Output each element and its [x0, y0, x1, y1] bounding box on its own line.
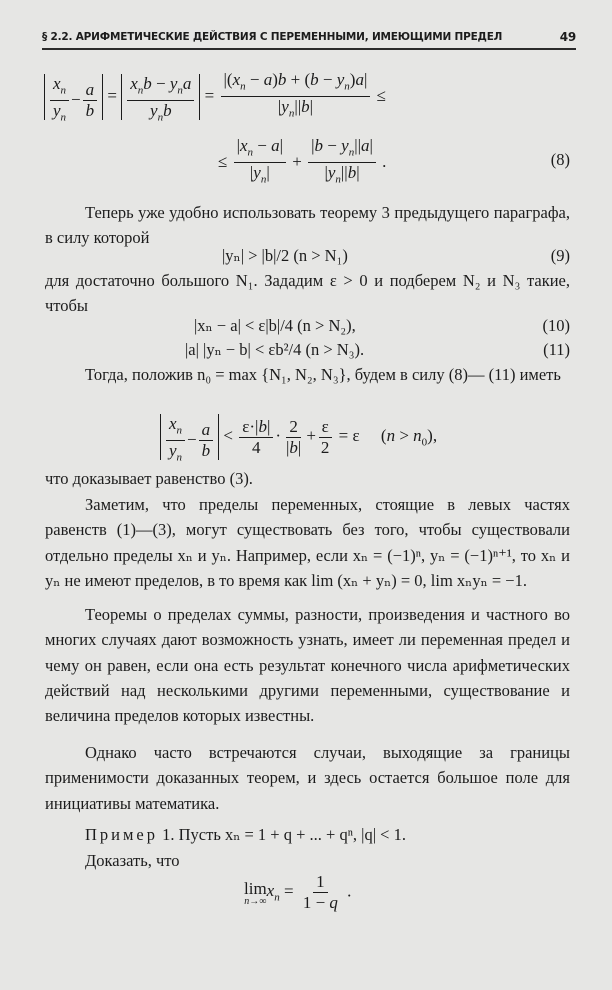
- paragraph-6: Теоремы о пределах суммы, разности, произведения и частного во многих случаях дают возможность узнать, имеет ли переменная предел и чему он равен, если она есть результат конечного числа арифметических действий над несколькими другими переменными, существование и величина пределов которых известны.: [45, 605, 570, 726]
- limit-formula: lim n→∞ $x_n$ = $\frac{1}{1 - q}$ .: [244, 872, 352, 912]
- paragraph-4: что доказывает равенство (3).: [45, 469, 253, 488]
- equation-11: |a| |yₙ − b| < εb²/4 (n > N₃).: [185, 340, 365, 359]
- paragraph-1: Теперь уже удобно использовать теорему 3 предыдущего параграфа, в силу которой: [45, 203, 570, 248]
- paragraph-3: Тогда, положив n₀ = max {N₁, N₂, N₃}, будем в силу (8)— (11) иметь: [85, 365, 561, 384]
- equation-8-line2: ≤ $\frac{|x_n - a|}{|y_n|}$ + $\frac{|b - y_n||a|}{|y_n||b|}$ .: [218, 136, 387, 186]
- display-estimate: $\frac{x_n}{y_n}$ − $\frac{a}{b}$ < $\frac{\varepsilon\cdot|b|}{4}$ · $\frac{2}{|b|}$ + $\frac{\varepsilon}{2}$ = ε $(n > n_0)$,: [160, 414, 437, 460]
- equation-9-label: (9): [550, 246, 570, 265]
- equation-10: |xₙ − a| < ε|b|/4 (n > N₂),: [194, 316, 356, 335]
- equation-11-label: (11): [543, 340, 570, 359]
- equation-8-label: (8): [550, 150, 570, 169]
- equation-9: |yₙ| > |b|/2 (n > N₁): [222, 246, 348, 265]
- example-text: 1. Пусть xₙ = 1 + q + ... + qⁿ, |q| < 1.: [162, 825, 406, 844]
- paragraph-7: Однако часто встречаются случаи, выходящие за границы применимости доказанных теорем, и здесь остается большое поле для инициативы математика.: [45, 743, 570, 813]
- equation-8-line1: $\frac{x_n}{y_n}$ − $\frac{a}{b}$ = $\frac{x_nb - y_na}{y_nb}$ = $\frac{|(x_n - a)b + (b - y_n)a|}{|y_n||b|}$ ≤: [44, 70, 386, 124]
- running-header: [42, 24, 576, 50]
- example-1: [45, 822, 570, 847]
- example-lead: Пример: [85, 825, 159, 844]
- header-title: § 2.2. АРИФМЕТИЧЕСКИЕ ДЕЙСТВИЯ С ПЕРЕМЕННЫМИ, ИМЕЮЩИМИ ПРЕДЕЛ: [42, 31, 503, 43]
- page-number: 49: [559, 30, 576, 44]
- paragraph-5: Заметим, что пределы переменных, стоящие в левых частях равенств (1)—(3), могут существовать без того, чтобы существовали отдельно пределы xₙ и yₙ. Например, если xₙ = (−1)ⁿ, yₙ = (−1)ⁿ⁺¹, то xₙ и yₙ не имеют пределов, в то время как lim (xₙ + yₙ) = 0, lim xₙyₙ = −1.: [45, 495, 570, 590]
- paragraph-8: Доказать, что: [85, 851, 180, 870]
- paragraph-2: для достаточно большого N₁. Зададим ε > 0 и подберем N₂ и N₃ такие, чтобы: [45, 271, 570, 316]
- equation-10-label: (10): [542, 316, 570, 335]
